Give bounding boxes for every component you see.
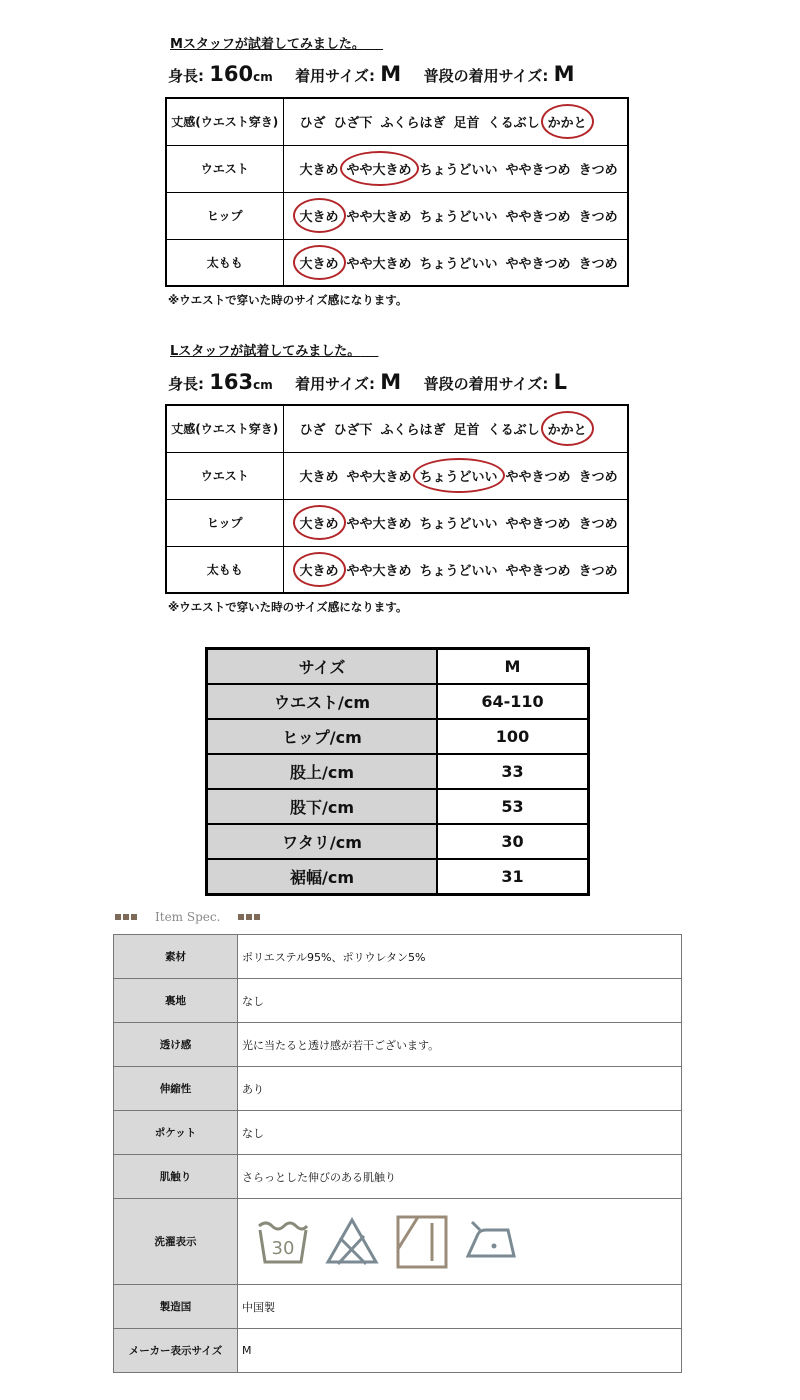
spec-row (114, 935, 682, 979)
decor-squares-right (238, 914, 260, 920)
staff-m-fit-table (165, 97, 629, 287)
fit-row (166, 499, 628, 546)
spec-value: なし (238, 1111, 682, 1155)
worn-size-value: M (380, 370, 402, 394)
fit-row-options (283, 546, 628, 593)
spec-row (114, 1067, 682, 1111)
staff-l-heading: Lスタッフが試着してみました。 (170, 344, 361, 359)
staff-m-note: ※ウエストで穿いた時のサイズ感になります。 (168, 293, 408, 307)
fit-row (166, 145, 628, 192)
staff-l-fit-table (165, 404, 629, 594)
fit-row-label: 丈感(ウエスト穿き) (166, 405, 283, 452)
size-value: 33 (437, 754, 588, 789)
size-row (207, 824, 588, 859)
size-row (207, 719, 588, 754)
fit-option: ややきつめ (505, 470, 571, 485)
size-key: 股上/cm (207, 754, 437, 789)
fit-option: ちょうどいい (419, 163, 498, 178)
fit-row (166, 98, 628, 145)
fit-option: ひざ (299, 423, 326, 439)
dry-flat-shade-icon (394, 1213, 450, 1271)
usual-size-label: 普段の着用サイズ: (423, 375, 549, 393)
fit-row-options (283, 499, 628, 546)
spec-value: なし (238, 979, 682, 1023)
iron-low-icon (464, 1220, 522, 1264)
size-row (207, 859, 588, 894)
fit-row-label: 太もも (166, 546, 283, 593)
spec-key: ポケット (114, 1111, 238, 1155)
spec-value: ポリエステル95%、ポリウレタン5% (238, 935, 682, 979)
spec-table (113, 934, 682, 1373)
fit-row-label: ウエスト (166, 452, 283, 499)
fit-option: きつめ (578, 563, 618, 579)
height-unit: cm (253, 378, 273, 392)
fit-option: きつめ (578, 210, 618, 225)
size-key: 裾幅/cm (207, 859, 437, 894)
spec-row (114, 1023, 682, 1067)
fit-option-selected: 大きめ (300, 513, 339, 532)
size-key: ウエスト/cm (207, 684, 437, 719)
fit-option: ひざ下 (333, 423, 373, 439)
fit-option: ちょうどいい (419, 563, 498, 579)
size-value: 100 (437, 719, 588, 754)
fit-option: きつめ (578, 163, 618, 178)
fit-option: ちょうどいい (419, 210, 498, 225)
fit-option: ふくらはぎ (380, 423, 446, 439)
usual-size-label: 普段の着用サイズ: (423, 67, 549, 85)
spec-value: 光に当たると透け感が若干ございます。 (238, 1023, 682, 1067)
fit-row-options (283, 239, 628, 286)
size-row (207, 754, 588, 789)
usual-size-value: M (553, 62, 575, 86)
fit-row-options (283, 145, 628, 192)
size-key: ヒップ/cm (207, 719, 437, 754)
spec-key: 製造国 (114, 1285, 238, 1329)
fit-row (166, 452, 628, 499)
fit-row (166, 546, 628, 593)
fit-option: きつめ (578, 256, 618, 272)
size-header-value: M (437, 649, 588, 684)
staff-m-heading: Mスタッフが試着してみました。 (170, 37, 365, 52)
fit-option-selected: やや大きめ (347, 159, 412, 178)
size-row (207, 684, 588, 719)
spec-row-care (114, 1199, 682, 1285)
fit-option: きつめ (578, 470, 618, 485)
no-bleach-icon (324, 1216, 380, 1268)
spec-row (114, 1285, 682, 1329)
spec-value: さらっとした伸びのある肌触り (238, 1155, 682, 1199)
height-label: 身長: (168, 67, 204, 85)
fit-option: 足首 (453, 423, 480, 439)
spec-key: 肌触り (114, 1155, 238, 1199)
fit-option: くるぶし (487, 423, 540, 439)
fit-option-selected: 大きめ (300, 206, 339, 225)
care-icons-cell (238, 1199, 682, 1285)
fit-option-selected: 大きめ (300, 253, 339, 272)
size-key: 股下/cm (207, 789, 437, 824)
fit-option: やや大きめ (346, 563, 412, 579)
spec-heading-text: Item Spec. (155, 910, 221, 924)
fit-row-options (283, 452, 628, 499)
fit-option: きつめ (578, 517, 618, 532)
fit-option: やや大きめ (346, 517, 412, 532)
fit-option: ややきつめ (505, 563, 571, 579)
spec-key: 伸縮性 (114, 1067, 238, 1111)
spec-key: 裏地 (114, 979, 238, 1023)
spec-row (114, 979, 682, 1023)
worn-size-value: M (380, 62, 402, 86)
fit-option: ひざ下 (333, 116, 373, 132)
fit-row-options (283, 405, 628, 452)
care-label: 洗濯表示 (114, 1199, 238, 1285)
fit-option: 大きめ (299, 470, 339, 485)
fit-option: ややきつめ (505, 517, 571, 532)
spec-row (114, 1329, 682, 1373)
size-value: 30 (437, 824, 588, 859)
wash-temp: 30 (271, 1237, 295, 1259)
fit-row-options (283, 192, 628, 239)
staff-m-stats (168, 62, 575, 86)
fit-option: くるぶし (487, 116, 540, 132)
worn-size-label: 着用サイズ: (295, 67, 375, 85)
height-label: 身長: (168, 375, 204, 393)
fit-row (166, 239, 628, 286)
fit-option-selected: かかと (548, 419, 587, 438)
fit-option: 足首 (453, 116, 480, 132)
height-unit: cm (253, 70, 273, 84)
decor-squares-left (115, 914, 137, 920)
size-header-key: サイズ (207, 649, 437, 684)
fit-option: ちょうどいい (419, 517, 498, 532)
height-value: 163 (209, 370, 254, 394)
spec-key: 透け感 (114, 1023, 238, 1067)
spec-value: M (238, 1329, 682, 1373)
fit-row-label: ウエスト (166, 145, 283, 192)
fit-row (166, 192, 628, 239)
fit-option-selected: 大きめ (300, 560, 339, 579)
fit-option: やや大きめ (346, 470, 412, 485)
wash-30-icon (256, 1216, 310, 1268)
spec-heading (115, 910, 260, 924)
spec-key: 素材 (114, 935, 238, 979)
fit-option-selected: ちょうどいい (420, 466, 498, 485)
fit-option-selected: かかと (548, 112, 587, 131)
size-value: 31 (437, 859, 588, 894)
fit-option: ふくらはぎ (380, 116, 446, 132)
worn-size-label: 着用サイズ: (295, 375, 375, 393)
size-key: ワタリ/cm (207, 824, 437, 859)
fit-option: ややきつめ (505, 256, 571, 272)
usual-size-value: L (553, 370, 568, 394)
spec-row (114, 1111, 682, 1155)
spec-value: 中国製 (238, 1285, 682, 1329)
size-table-header (207, 649, 588, 684)
fit-option: やや大きめ (346, 210, 412, 225)
fit-row-label: 太もも (166, 239, 283, 286)
fit-option: やや大きめ (346, 256, 412, 272)
fit-row-label: 丈感(ウエスト穿き) (166, 98, 283, 145)
size-table (205, 647, 590, 896)
staff-l-stats (168, 370, 567, 394)
fit-option: ややきつめ (505, 163, 571, 178)
fit-row-options (283, 98, 628, 145)
size-value: 53 (437, 789, 588, 824)
height-value: 160 (209, 62, 254, 86)
size-row (207, 789, 588, 824)
spec-row (114, 1155, 682, 1199)
fit-row (166, 405, 628, 452)
spec-key: メーカー表示サイズ (114, 1329, 238, 1373)
fit-option: ひざ (299, 116, 326, 132)
staff-l-note: ※ウエストで穿いた時のサイズ感になります。 (168, 600, 408, 614)
fit-option: ちょうどいい (419, 256, 498, 272)
fit-row-label: ヒップ (166, 499, 283, 546)
size-value: 64-110 (437, 684, 588, 719)
fit-row-label: ヒップ (166, 192, 283, 239)
fit-option: ややきつめ (505, 210, 571, 225)
fit-option: 大きめ (299, 163, 339, 178)
spec-value: あり (238, 1067, 682, 1111)
